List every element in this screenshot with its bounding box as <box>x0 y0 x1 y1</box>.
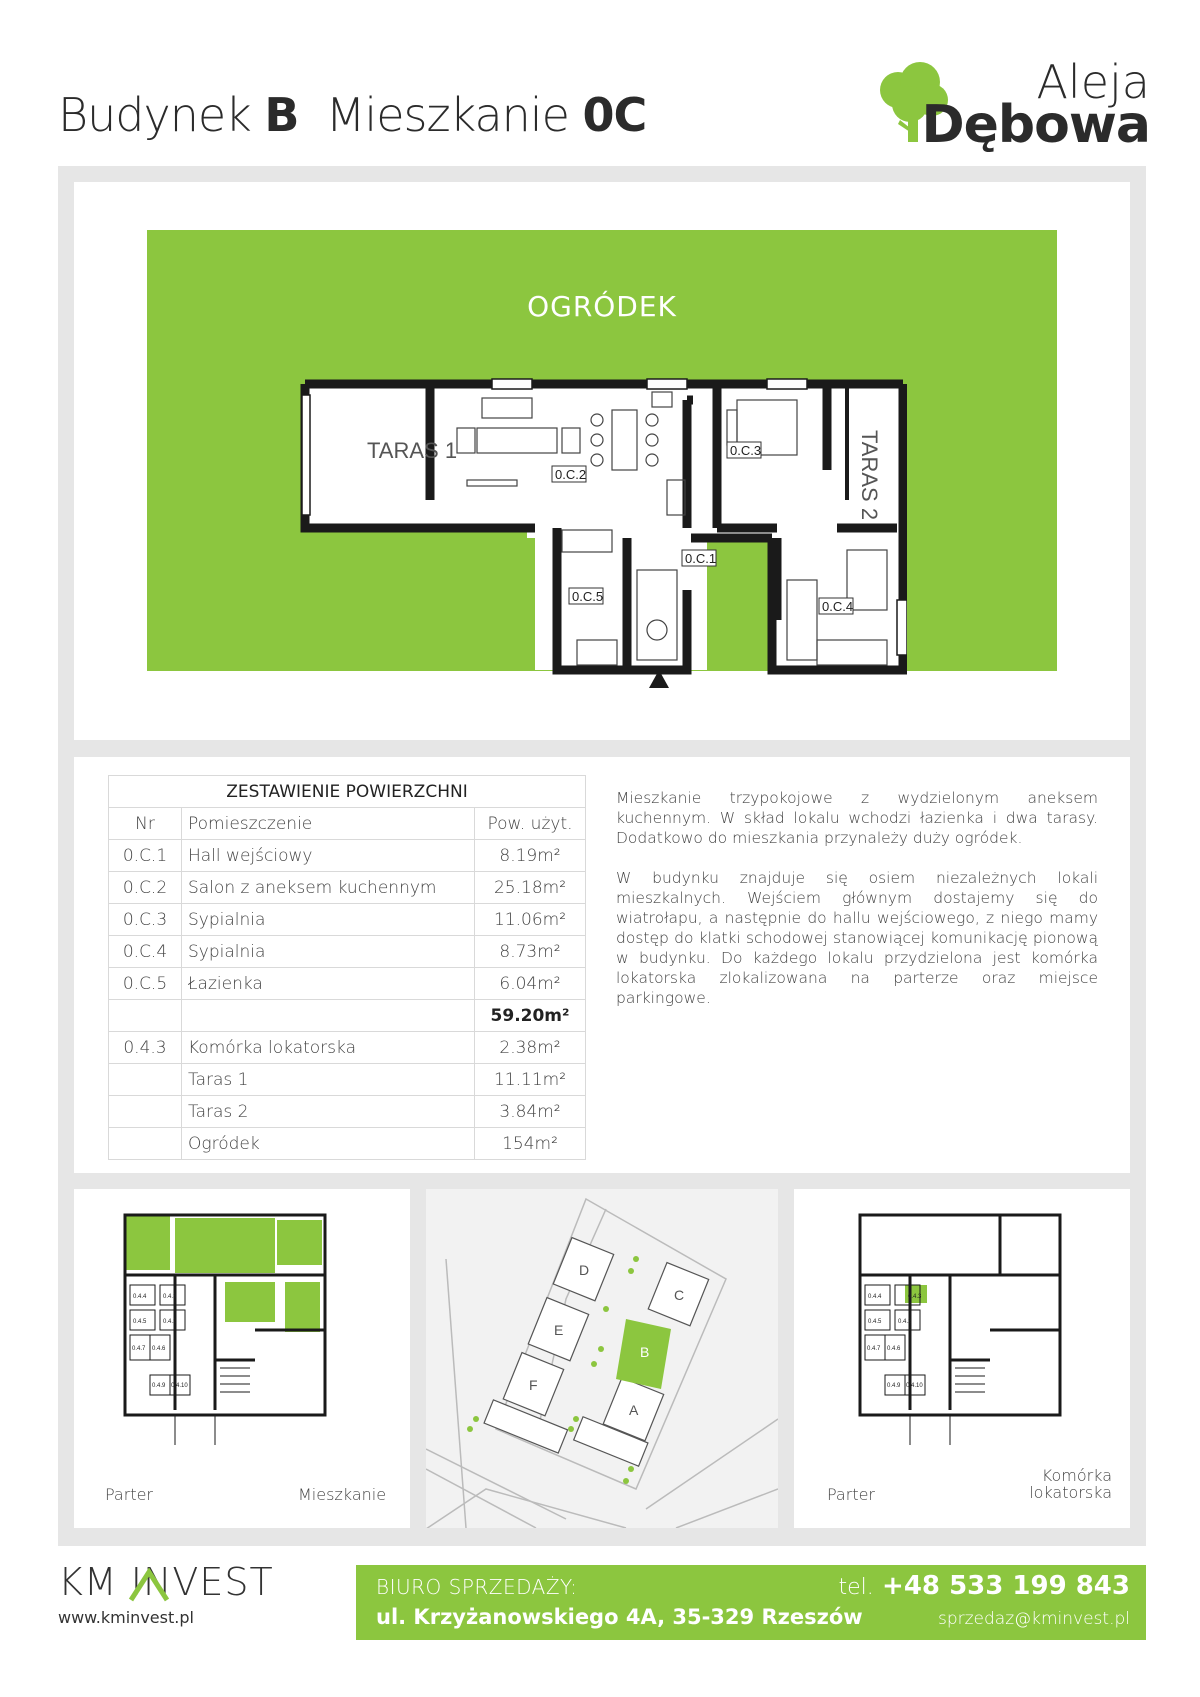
thumb-room-label: 0.4.5 <box>868 1319 882 1325</box>
table-row: 0.C.5 Łazienka 6.04m² <box>109 968 586 1000</box>
terrace2-label: TARAS 2 <box>857 430 882 521</box>
apartment-caption: Mieszkanie <box>298 1485 387 1504</box>
table-row: 0.C.1 Hall wejściowy 8.19m² <box>109 840 586 872</box>
table-row: 0.C.3 Sypialnia 11.06m² <box>109 904 586 936</box>
thumb-room-label: 0.4.2 <box>163 1319 177 1325</box>
terrace1-label: TARAS 1 <box>367 438 458 463</box>
building-label: F <box>529 1377 538 1393</box>
apartment-description: Mieszkanie trzypokojowe z wydzielonym aneksem kuchennym. W skład lokalu wchodzi łazienka i dwa tarasy. Dodatkowo do mieszkania przynależy duży ogródek. W budynku znajduje się osiem niezależnych lokali mieszkalnych. Wejściem głównym dostajemy się do wiatrołapu, a następnie do hallu wejściowego, z niego mamy dostęp do klatki schodowej stanowiącej komunikację pionową w budynku. Do każdego lokalu przydzielona jest komórka lokatorska zlokalizowana na parterze oraz miejsce parkingowe. <box>616 789 1098 1007</box>
thumb-room-label: 0.4.10 <box>171 1383 188 1389</box>
apartment-floor-plan <box>147 370 907 700</box>
email-link[interactable]: sprzedaz@kminvest.pl <box>937 1609 1130 1629</box>
roof-icon <box>128 1566 170 1602</box>
building-label: B <box>640 1344 650 1360</box>
floor-label: Parter <box>105 1485 154 1504</box>
thumb-room-label: 0.4.10 <box>906 1383 923 1389</box>
building-label: E <box>554 1322 564 1338</box>
room-label-5: 0.C.5 <box>572 589 604 604</box>
table-header-row: Nr Pomieszczenie Pow. użyt. <box>109 808 586 840</box>
thumb-room-label: 0.4.3 <box>908 1294 922 1300</box>
building-label: D <box>579 1262 590 1278</box>
table-row: 0.4.3 Komórka lokatorska 2.38m² <box>109 1032 586 1064</box>
table-caption: ZESTAWIENIE POWIERZCHNI <box>109 776 586 808</box>
thumb-room-label: 0.4.6 <box>887 1346 901 1352</box>
phone-number[interactable]: tel. +48 533 199 843 <box>838 1571 1130 1601</box>
company-logo: KM INVEST <box>58 1560 274 1604</box>
room-label-4: 0.C.4 <box>822 599 854 614</box>
thumb-room-label: 0.4.3 <box>163 1294 177 1300</box>
floor-label: Parter <box>827 1485 876 1504</box>
thumb-room-label: 0.4.4 <box>868 1294 882 1300</box>
table-row: 0.C.2 Salon z aneksem kuchennym 25.18m² <box>109 872 586 904</box>
garden-label: OGRÓDEK <box>527 290 677 323</box>
page-title: Budynek B Mieszkanie 0C <box>58 88 647 142</box>
thumb-room-label: 0.4.4 <box>133 1294 147 1300</box>
storage-caption: Komórka lokatorska <box>1029 1466 1112 1502</box>
building-label: C <box>674 1287 685 1303</box>
website-link[interactable]: www.kminvest.pl <box>58 1608 194 1627</box>
thumb-room-label: 0.4.5 <box>133 1319 147 1325</box>
sales-office-bar: BIURO SPRZEDAŻY: ul. Krzyżanowskiego 4A, 35-329 Rzeszów tel. +48 533 199 843 sprzedaz@kminvest.pl <box>356 1565 1146 1640</box>
building-floor-plan <box>105 1210 385 1450</box>
room-label-3: 0.C.3 <box>730 443 762 458</box>
thumb-room-label: 0.4.7 <box>132 1346 146 1352</box>
building-label: A <box>629 1402 639 1418</box>
room-label-1: 0.C.1 <box>685 551 717 566</box>
table-row: 0.C.4 Sypialnia 8.73m² <box>109 936 586 968</box>
table-row: Ogródek 154m² <box>109 1128 586 1160</box>
room-label-2: 0.C.2 <box>555 467 587 482</box>
table-row: Taras 1 11.11m² <box>109 1064 586 1096</box>
storage-floor-plan <box>840 1210 1120 1450</box>
thumb-room-label: 0.4.2 <box>898 1319 912 1325</box>
brand-logo: Aleja Dębowa <box>870 55 1150 155</box>
thumb-room-label: 0.4.7 <box>867 1346 881 1352</box>
table-row: Taras 2 3.84m² <box>109 1096 586 1128</box>
thumb-room-label: 0.4.9 <box>887 1383 901 1389</box>
site-map <box>426 1189 778 1528</box>
area-table <box>108 775 586 1160</box>
thumb-room-label: 0.4.6 <box>152 1346 166 1352</box>
table-total-row: 59.20m² <box>109 1000 586 1032</box>
thumb-room-label: 0.4.9 <box>152 1383 166 1389</box>
